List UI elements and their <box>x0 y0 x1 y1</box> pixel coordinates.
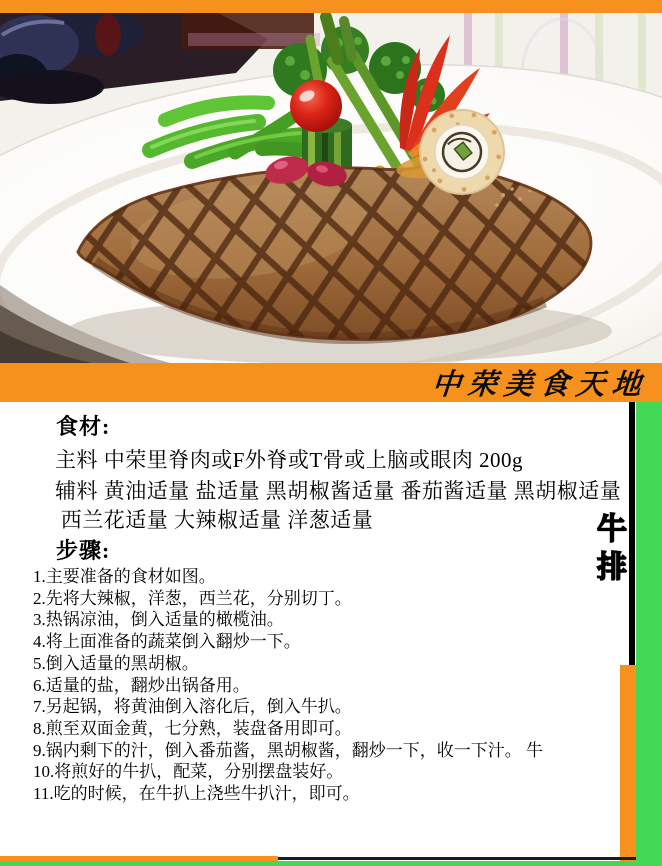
step-item: 1.主要准备的食材如图。 <box>33 567 216 586</box>
step-item: 7.另起锅，将黄油倒入溶化后，倒入牛扒。 <box>33 697 352 717</box>
top-orange-border <box>0 0 662 13</box>
step-item: 8.煎至双面金黄，七分熟，装盘备用即可。 <box>33 718 352 738</box>
dish-photo <box>0 13 662 363</box>
steps-heading: 步骤: <box>56 538 111 563</box>
aux-ingredients-line-1: 辅料 黄油适量 盐适量 黑胡椒酱适量 番茄酱适量 黑胡椒适量 <box>55 479 622 503</box>
aux-ingredients-line-2: 西兰花适量 大辣椒适量 洋葱适量 <box>55 508 374 532</box>
brand-banner <box>0 363 662 402</box>
step-item: 9.锅内剩下的汁，倒入番茄酱，黑胡椒酱，翻炒一下，收一下汁。 牛 <box>33 740 543 760</box>
side-green-strip <box>636 402 662 866</box>
main-ingredients-line: 主料 中荣里脊肉或F外脊或T骨或上脑或眼肉 200g <box>55 448 524 472</box>
bottom-black-rule <box>278 857 636 860</box>
side-orange-bar <box>620 665 636 861</box>
step-item: 3.热锅凉油，倒入适量的橄榄油。 <box>33 610 284 630</box>
step-item: 10.将煎好的牛扒，配菜，分别摆盘装好。 <box>33 762 344 782</box>
steps-list <box>33 566 633 805</box>
step-item: 11.吃的时候，在牛扒上浇些牛扒汁，即可。 <box>33 784 360 804</box>
step-item: 4.将上面准备的蔬菜倒入翻炒一下。 <box>33 632 301 652</box>
dish-name-vertical-label: 牛排 <box>597 512 627 585</box>
step-item: 5.倒入适量的黑胡椒。 <box>33 653 199 673</box>
cherry-tomato <box>290 80 342 132</box>
ingredients-heading: 食材: <box>56 414 111 439</box>
bottom-green-rule <box>0 861 662 866</box>
brand-banner-text: 中荣美食天地 <box>430 369 650 401</box>
dish-photo-illustration <box>0 13 662 363</box>
step-item: 6.适量的盐，翻炒出锅备用。 <box>33 675 250 695</box>
step-item: 2.先将大辣椒，洋葱，西兰花，分别切丁。 <box>33 588 352 608</box>
